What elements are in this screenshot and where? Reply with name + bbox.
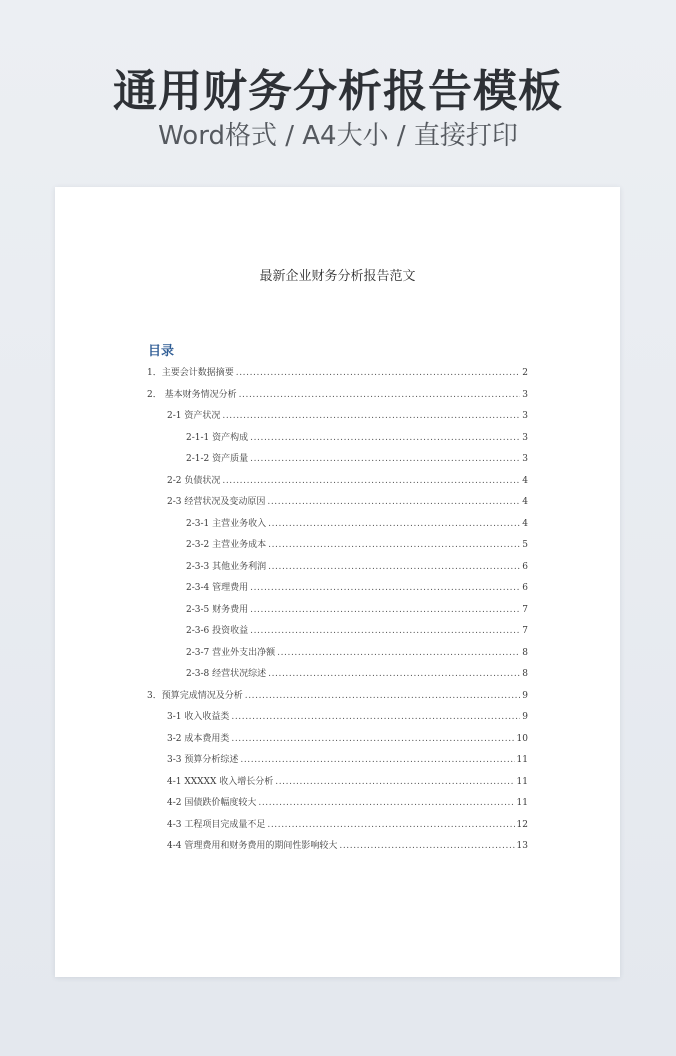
toc-dot-leader	[250, 433, 520, 443]
toc-page-number: 3	[522, 432, 528, 443]
toc-entry[interactable]	[186, 537, 528, 553]
toc-entry[interactable]	[167, 473, 528, 489]
toc-dot-leader	[245, 691, 521, 701]
toc-entry-label: 2-3-5 财务费用	[186, 604, 249, 615]
toc-entry[interactable]	[186, 559, 528, 575]
toc-entry-label: 2． 基本财务情况分析	[147, 389, 237, 400]
toc-page-number: 9	[522, 712, 528, 722]
document-title: 最新企业财务分析报告范文	[259, 269, 416, 284]
toc-dot-leader	[277, 648, 520, 658]
toc-dot-leader	[250, 454, 520, 464]
toc-dot-leader	[236, 368, 521, 378]
toc-entry[interactable]	[167, 774, 528, 790]
toc-entry[interactable]	[186, 430, 528, 446]
toc-entry-label: 3-2 成本费用类	[167, 733, 230, 744]
toc-page-number: 8	[522, 647, 528, 658]
toc-dot-leader	[222, 411, 520, 421]
toc-dot-leader	[250, 626, 520, 636]
toc-entry-label: 2-3-3 其他业务利润	[186, 561, 267, 572]
toc-page-number: 10	[516, 733, 528, 744]
toc-page-number: 13	[516, 841, 528, 851]
toc-entry[interactable]	[167, 752, 528, 768]
toc-entry-label: 4-4 管理费用和财务费用的期间性影响较大	[167, 841, 338, 851]
toc-entry-label: 2-1-1 资产构成	[186, 432, 249, 443]
toc-entry-label: 3-3 预算分析综述	[167, 755, 239, 765]
toc-page-number: 3	[522, 389, 528, 400]
toc-entry-label: 2-3-6 投资收益	[186, 626, 249, 636]
toc-entry-label: 4-2 国债跌价幅度较大	[167, 798, 257, 808]
toc-entry-label: 2-1-2 资产质量	[186, 454, 249, 464]
toc-entry[interactable]	[186, 451, 528, 467]
toc-entry-label: 2-2 负债状况	[167, 475, 221, 486]
toc-entry[interactable]	[147, 387, 528, 403]
toc-entry[interactable]	[186, 602, 528, 618]
toc-dot-leader	[267, 497, 520, 507]
toc-entry[interactable]	[167, 817, 528, 833]
toc-dot-leader	[268, 540, 520, 550]
toc-entry-label: 2-3-4 管理费用	[186, 583, 249, 593]
toc-entry-label: 3-1 收入收益类	[167, 712, 230, 722]
toc-dot-leader	[268, 562, 520, 572]
toc-page-number: 12	[516, 819, 528, 830]
toc-entry[interactable]	[167, 709, 528, 725]
toc-entry[interactable]	[167, 795, 528, 811]
toc-entry-label: 3．预算完成情况及分析	[147, 690, 243, 701]
toc-entry-label: 2-1 资产状况	[167, 411, 221, 421]
toc-dot-leader	[240, 755, 514, 765]
toc-page-number: 8	[522, 669, 528, 679]
toc-page-number: 11	[516, 776, 528, 787]
toc-dot-leader	[275, 777, 514, 787]
toc-page-number: 5	[522, 540, 528, 550]
toc-dot-leader	[267, 820, 514, 830]
toc-entry-label: 2-3-7 营业外支出净额	[186, 647, 276, 658]
toc-entry[interactable]	[167, 408, 528, 424]
toc-page-number: 4	[522, 497, 528, 507]
toc-dot-leader	[268, 669, 520, 679]
toc-entry[interactable]	[147, 688, 528, 704]
toc-entry-label: 2-3-8 经营状况综述	[186, 669, 267, 679]
toc-dot-leader	[239, 390, 521, 400]
toc-dot-leader	[250, 583, 520, 593]
toc-entry-label: 4-3 工程项目完成量不足	[167, 819, 266, 830]
toc-entry-label: 1．主要会计数据摘要	[147, 368, 234, 378]
toc-entry-label: 2-3-1 主营业务收入	[186, 518, 267, 529]
toc-page-number: 2	[522, 368, 528, 378]
toc-page-number: 7	[522, 604, 528, 615]
toc-entry[interactable]	[167, 494, 528, 510]
toc-entry-label: 2-3-2 主营业务成本	[186, 540, 267, 550]
toc-dot-leader	[231, 712, 520, 722]
toc-page-number: 6	[522, 583, 528, 593]
toc-page-number: 3	[522, 454, 528, 464]
toc-dot-leader	[339, 841, 514, 851]
toc-dot-leader	[258, 798, 514, 808]
toc-entry[interactable]	[186, 623, 528, 639]
toc-page-number: 6	[522, 561, 528, 572]
toc-entry[interactable]	[167, 838, 528, 854]
toc-heading: 目录	[148, 344, 175, 359]
page-title: 通用财务分析报告模板	[113, 66, 563, 117]
page-subtitle: Word格式 / A4大小 / 直接打印	[158, 121, 518, 151]
toc-dot-leader	[268, 519, 520, 529]
toc-page-number: 7	[522, 626, 528, 636]
toc-page-number: 4	[522, 475, 528, 486]
toc-entry[interactable]	[186, 516, 528, 532]
document-page	[55, 187, 620, 977]
toc-entry[interactable]	[186, 645, 528, 661]
toc-page-number: 4	[522, 518, 528, 529]
toc-dot-leader	[222, 476, 520, 486]
toc-entry[interactable]	[186, 580, 528, 596]
toc-entry[interactable]	[147, 365, 528, 381]
toc-page-number: 11	[516, 755, 528, 765]
toc-entry[interactable]	[186, 666, 528, 682]
toc-dot-leader	[231, 734, 514, 744]
toc-entry-label: 2-3 经营状况及变动原因	[167, 497, 266, 507]
toc-entry-label: 4-1 XXXXX 收入增长分析	[167, 776, 274, 787]
toc-page-number: 3	[522, 411, 528, 421]
toc-dot-leader	[250, 605, 520, 615]
toc-entry[interactable]	[167, 731, 528, 747]
toc-page-number: 9	[522, 690, 528, 701]
toc-page-number: 11	[516, 798, 528, 808]
